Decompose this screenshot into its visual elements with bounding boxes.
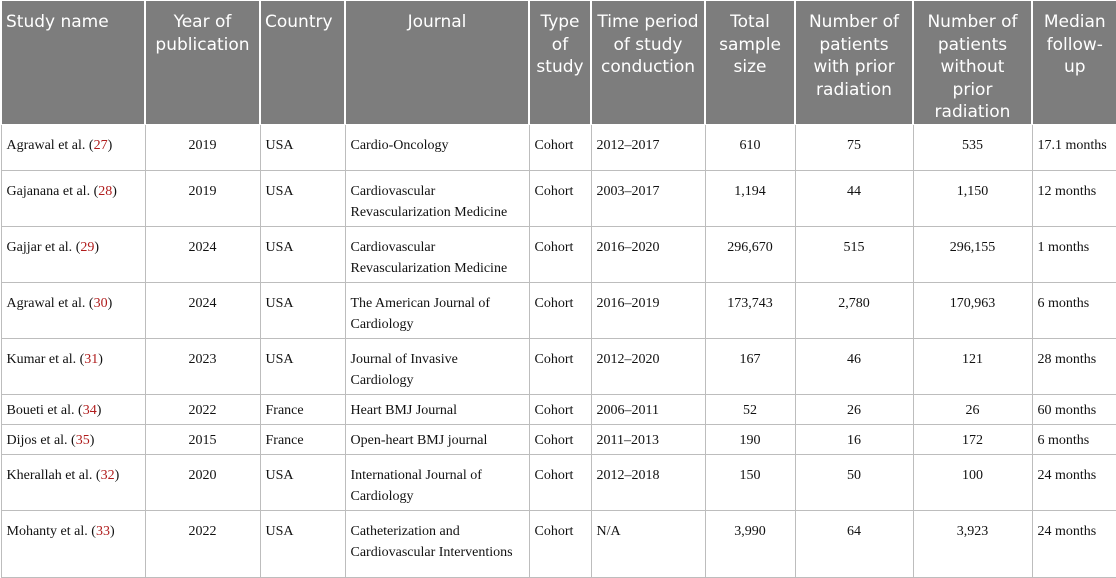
cell-study-name: Mohanty et al. (33) (1, 510, 145, 577)
cell-journal: Cardiovascular Revascularization Medicine (345, 170, 529, 226)
study-name: Mohanty et al. (6, 523, 88, 539)
cell-journal: Journal of Invasive Cardiology (345, 338, 529, 394)
table-row (1, 170, 1116, 226)
reference-link[interactable]: 28 (98, 183, 113, 199)
cell-period: 2006–2011 (591, 394, 705, 424)
table-row (1, 226, 1116, 282)
cell-year: 2020 (145, 454, 260, 510)
cell-without-radiation: 100 (913, 454, 1032, 510)
cell-type: Cohort (529, 338, 591, 394)
cell-period: 2003–2017 (591, 170, 705, 226)
cell-year: 2019 (145, 124, 260, 170)
cell-country: USA (260, 124, 345, 170)
cell-year: 2019 (145, 170, 260, 226)
cell-total: 3,990 (705, 510, 795, 577)
header-type: Type of study (529, 1, 591, 125)
table-row (1, 124, 1116, 170)
cell-country: USA (260, 454, 345, 510)
cell-journal: The American Journal of Cardiology (345, 282, 529, 338)
cell-with-radiation: 515 (795, 226, 913, 282)
header-period: Time period of study conduction (591, 1, 705, 125)
header-without-radiation: Number of patients without prior radiation (913, 1, 1032, 125)
cell-period: 2016–2020 (591, 226, 705, 282)
cell-without-radiation: 121 (913, 338, 1032, 394)
table-row (1, 338, 1116, 394)
cell-with-radiation: 64 (795, 510, 913, 577)
cell-journal: Heart BMJ Journal (345, 394, 529, 424)
cell-study-name: Boueti et al. (34) (1, 394, 145, 424)
study-name: Kumar et al. (6, 351, 77, 367)
table-row (1, 454, 1116, 510)
header-journal: Journal (345, 1, 529, 125)
study-name: Dijos et al. (6, 432, 68, 448)
reference-link[interactable]: 32 (100, 467, 115, 483)
cell-without-radiation: 1,150 (913, 170, 1032, 226)
cell-year: 2024 (145, 226, 260, 282)
cell-with-radiation: 44 (795, 170, 913, 226)
cell-with-radiation: 75 (795, 124, 913, 170)
cell-year: 2024 (145, 282, 260, 338)
cell-followup: 28 months (1032, 338, 1116, 394)
cell-without-radiation: 535 (913, 124, 1032, 170)
cell-country: USA (260, 226, 345, 282)
header-year: Year of publication (145, 1, 260, 125)
study-name: Gajjar et al. (6, 239, 73, 255)
cell-followup: 60 months (1032, 394, 1116, 424)
cell-type: Cohort (529, 394, 591, 424)
reference-link[interactable]: 35 (75, 432, 90, 448)
cell-study-name: Kherallah et al. (32) (1, 454, 145, 510)
study-name: Gajanana et al. (6, 183, 91, 199)
cell-total: 52 (705, 394, 795, 424)
cell-total: 173,743 (705, 282, 795, 338)
table-header (1, 1, 1116, 125)
cell-journal: Catheterization and Cardiovascular Interventions (345, 510, 529, 577)
cell-followup: 1 months (1032, 226, 1116, 282)
reference-link[interactable]: 34 (82, 402, 97, 418)
cell-journal: Cardio-Oncology (345, 124, 529, 170)
cell-without-radiation: 3,923 (913, 510, 1032, 577)
cell-type: Cohort (529, 124, 591, 170)
cell-type: Cohort (529, 226, 591, 282)
cell-followup: 17.1 months (1032, 124, 1116, 170)
cell-without-radiation: 296,155 (913, 226, 1032, 282)
cell-period: 2012–2018 (591, 454, 705, 510)
cell-type: Cohort (529, 282, 591, 338)
cell-country: France (260, 424, 345, 454)
cell-period: 2012–2017 (591, 124, 705, 170)
cell-year: 2015 (145, 424, 260, 454)
study-name: Agrawal et al. (6, 137, 86, 153)
header-study-name: Study name (1, 1, 145, 125)
study-name: Agrawal et al. (6, 295, 86, 311)
cell-study-name: Gajjar et al. (29) (1, 226, 145, 282)
cell-total: 150 (705, 454, 795, 510)
cell-without-radiation: 26 (913, 394, 1032, 424)
cell-type: Cohort (529, 424, 591, 454)
cell-with-radiation: 26 (795, 394, 913, 424)
cell-country: USA (260, 170, 345, 226)
study-name: Boueti et al. (6, 402, 75, 418)
cell-total: 1,194 (705, 170, 795, 226)
cell-type: Cohort (529, 170, 591, 226)
cell-total: 190 (705, 424, 795, 454)
cell-country: USA (260, 282, 345, 338)
cell-year: 2023 (145, 338, 260, 394)
table-row (1, 510, 1116, 577)
table-row (1, 282, 1116, 338)
cell-followup: 6 months (1032, 424, 1116, 454)
header-with-radiation: Number of patients with prior radiation (795, 1, 913, 125)
cell-total: 610 (705, 124, 795, 170)
cell-with-radiation: 2,780 (795, 282, 913, 338)
cell-total: 167 (705, 338, 795, 394)
cell-year: 2022 (145, 510, 260, 577)
cell-followup: 24 months (1032, 454, 1116, 510)
cell-followup: 12 months (1032, 170, 1116, 226)
reference-link[interactable]: 33 (95, 523, 110, 539)
cell-with-radiation: 16 (795, 424, 913, 454)
cell-year: 2022 (145, 394, 260, 424)
cell-country: France (260, 394, 345, 424)
header-total: Total sample size (705, 1, 795, 125)
table-row (1, 424, 1116, 454)
header-country: Country (260, 1, 345, 125)
cell-type: Cohort (529, 454, 591, 510)
cell-journal: Cardiovascular Revascularization Medicine (345, 226, 529, 282)
cell-study-name: Dijos et al. (35) (1, 424, 145, 454)
reference-link[interactable]: 30 (93, 295, 108, 311)
cell-type: Cohort (529, 510, 591, 577)
cell-followup: 24 months (1032, 510, 1116, 577)
cell-country: USA (260, 510, 345, 577)
reference-link[interactable]: 29 (80, 239, 95, 255)
cell-study-name: Kumar et al. (31) (1, 338, 145, 394)
cell-without-radiation: 172 (913, 424, 1032, 454)
study-name: Kherallah et al. (6, 467, 93, 483)
cell-with-radiation: 50 (795, 454, 913, 510)
table-row (1, 394, 1116, 424)
header-followup: Median follow-up (1032, 1, 1116, 125)
cell-followup: 6 months (1032, 282, 1116, 338)
reference-link[interactable]: 27 (93, 137, 108, 153)
cell-study-name: Agrawal et al. (30) (1, 282, 145, 338)
cell-study-name: Gajanana et al. (28) (1, 170, 145, 226)
cell-without-radiation: 170,963 (913, 282, 1032, 338)
cell-total: 296,670 (705, 226, 795, 282)
cell-study-name: Agrawal et al. (27) (1, 124, 145, 170)
cell-period: 2016–2019 (591, 282, 705, 338)
cell-period: 2011–2013 (591, 424, 705, 454)
cell-country: USA (260, 338, 345, 394)
cell-with-radiation: 46 (795, 338, 913, 394)
cell-journal: Open-heart BMJ journal (345, 424, 529, 454)
cell-period: 2012–2020 (591, 338, 705, 394)
cell-period: N/A (591, 510, 705, 577)
cell-journal: International Journal of Cardiology (345, 454, 529, 510)
table-body (1, 124, 1116, 577)
reference-link[interactable]: 31 (84, 351, 99, 367)
